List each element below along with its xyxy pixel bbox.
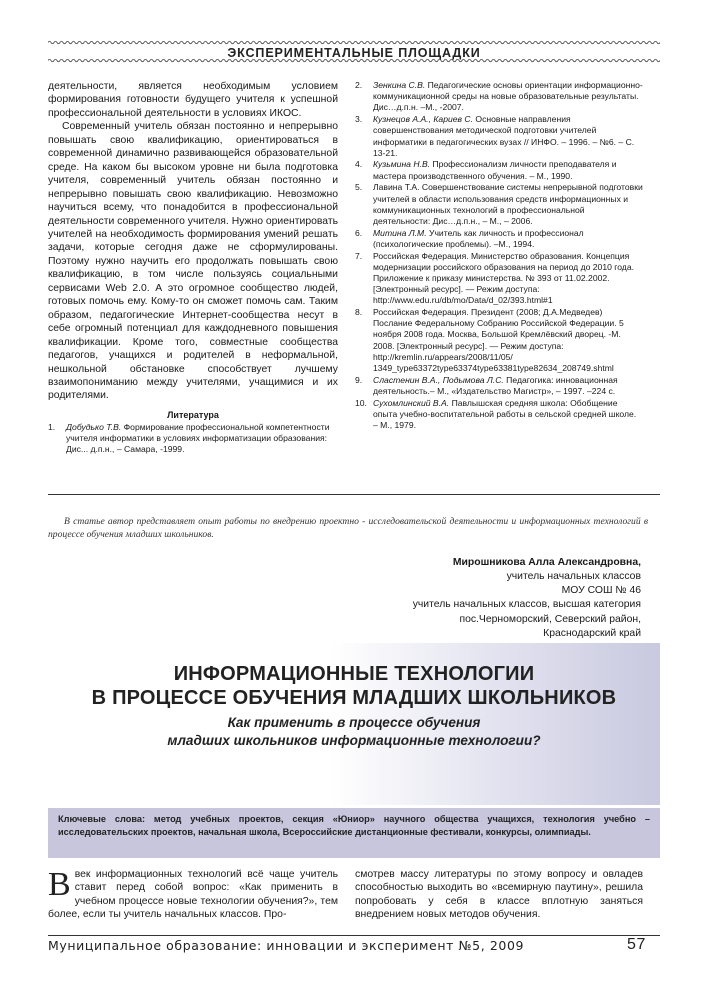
- reference-number: 2.: [355, 80, 363, 90]
- reference-author: Сухомлинский В.А.: [373, 397, 450, 408]
- reference-author: Сластенин В.А., Подымова Л.С.: [373, 374, 504, 385]
- section-header: [48, 40, 660, 64]
- article-title-banner: [48, 643, 660, 805]
- reference-item: [355, 159, 643, 181]
- reference-number: 8.: [355, 307, 363, 318]
- article-body-right: [355, 868, 643, 922]
- paragraph: [48, 868, 338, 922]
- reference-item: [355, 307, 643, 374]
- reference-list-right: [355, 80, 643, 431]
- reference-item: [355, 375, 643, 397]
- section-title: ЭКСПЕРИМЕНТАЛЬНЫЕ ПЛОЩАДКИ: [227, 46, 481, 60]
- reference-number: 1.: [48, 421, 56, 432]
- author-block: [281, 556, 641, 641]
- prev-article-left-column: [48, 80, 338, 456]
- reference-author: Митина Л.М.: [373, 227, 427, 238]
- keywords-text: Ключевые слова: метод учебных проектов, секция «Юниор» научного общества учащихся, технология учебно – исследовательских проектов, начальная школа, Всероссийские дистанционные фестивали, конкурсы, олимпиады.: [58, 814, 650, 837]
- wavy-rule-bottom: [48, 58, 660, 63]
- literature-heading: Литература: [167, 409, 219, 420]
- paragraph: деятельности, является необходимым условием формирования готовности будущего учителя к успешной профессиональной деятельности в условиях ИКОС.: [48, 81, 338, 119]
- wavy-rule-top: [48, 40, 660, 45]
- article-abstract: В статье автор представляет опыт работы по внедрению проектно - исследовательской деятельности и информационных технологий в процессе обучения младших школьников.: [48, 516, 648, 540]
- reference-text: Педагогика: инновационная деятельность.– М., «Издательство Магистр», – 1997. –224 с.: [373, 374, 618, 396]
- reference-number: 3.: [355, 114, 363, 125]
- author-affiliation-line: учитель начальных классов, высшая категория: [412, 599, 641, 611]
- reference-text: Российская Федерация. Министерство образования. Концепция модернизации российского образования на период до 2010 года. Приложение к приказу министерства. № 393 от 11.02.2002. [Электронный ресурс]. — Режим доступа: http://www.edu.ru/db/mo/Data/d_02/393.html#1: [373, 250, 634, 306]
- page-footer: [48, 938, 660, 958]
- prev-article-right-column: [355, 80, 643, 432]
- paragraph-text: век информационных технологий всё чаще учитель ставит перед собой вопрос: «Как применить в учебном процессе новые технологии обучения?», тем более, если ты учитель начальных классов. Про-: [48, 869, 338, 921]
- reference-number: 5.: [355, 182, 363, 193]
- reference-item: [355, 182, 643, 227]
- reference-number: 9.: [355, 374, 363, 385]
- article-title: [48, 662, 660, 710]
- reference-item: [355, 251, 643, 307]
- page-number: 57: [627, 936, 646, 953]
- author-affiliation-line: МОУ СОШ № 46: [561, 585, 641, 597]
- reference-text: Основные направления совершенствования методической подготовки учителей информатики в педагогических вузах // ИНФО. – 1996. – №6. – С. 13-21.: [373, 114, 635, 158]
- drop-cap: В: [48, 866, 71, 903]
- paragraph: Современный учитель обязан постоянно и непрерывно повышать свою квалификацию, ориентироваться в современной динамично развивающейся образовательной среде. На каком бы высоком уровне ни была подготовка учителя, современный учитель обязан постоянно и непрерывно повышать свою квалификацию. Невозможно научиться всему, что понадобится в профессиональной деятельности современного учителя. Нужно ориентировать учителей на необходимость формирования умений решать задачи, которые сегодня даже не сформулированы. Поэтому нужно научить его продолжать повышать свою квалификацию, в том числе пользуясь социальными сервисами Web 2.0. А это огромное сообщество людей, готовых помочь ему. Кому-то он сможет помочь сам. Таким образом, педагогические Интернет-сообщества несут в себе огромный потенциал для каждодневного повышения квалификации. Кроме того, совместные сообщества педагогов, учащихся и родителей в неформальной, нешкольной обстановке способствует лучшему взаимопониманию между учителями, учащимися и их родителями.: [48, 121, 339, 402]
- reference-text: Формирование профессиональной компетентности учителя информатики в условиях информатизации образования: Дис... д.п.н., – Самара, -1999.: [66, 421, 330, 455]
- reference-text: Лавина Т.А. Совершенствование системы непрерывной подготовки учителей в области использования средств информационных и коммуникационных технологий в профессиональной деятельности: Дис…д.п.н., – М., – 2006.: [373, 182, 643, 226]
- article-title-line: ИНФОРМАЦИОННЫЕ ТЕХНОЛОГИИ: [173, 663, 535, 685]
- paragraph: смотрев массу литературы по этому вопросу и овладев способностью выходить во «всемирную паутину», решила попробовать у себя в классе вплотную заняться внедрением новых методов обучения.: [355, 869, 643, 921]
- article-subtitle-line: Как применить в процессе обучения: [227, 715, 481, 730]
- article-title-line: В ПРОЦЕССЕ ОБУЧЕНИЯ МЛАДШИХ ШКОЛЬНИКОВ: [91, 687, 617, 709]
- article-subtitle-line: младших школьников информационные технологии?: [167, 733, 541, 748]
- author-affiliation-line: пос.Черноморский, Северский район,: [459, 613, 641, 625]
- reference-author: Зенкина С.В.: [373, 80, 426, 90]
- reference-author: Кузнецов А.А., Кариев С.: [373, 114, 473, 125]
- journal-name: Муниципальное образование: инновации и эксперимент №5, 2009: [48, 938, 525, 953]
- reference-item: [355, 80, 643, 114]
- reference-list-left: [48, 422, 338, 456]
- reference-item: [355, 398, 643, 432]
- author-affiliation-line: Краснодарский край: [543, 627, 641, 639]
- reference-number: 7.: [355, 250, 363, 261]
- reference-item: [355, 114, 643, 159]
- reference-author: Добудько Т.В.: [66, 421, 122, 432]
- reference-item: [48, 422, 338, 456]
- reference-number: 6.: [355, 227, 363, 238]
- article-body-left: [48, 868, 338, 922]
- reference-text: Павлышская средняя школа: Обобщение опыта учебно-воспитательной работы в сельской средней школе. – М., 1979.: [373, 397, 637, 431]
- reference-number: 4.: [355, 159, 363, 170]
- author-name: Мирошникова Алла Александровна,: [452, 557, 641, 568]
- reference-text: Учитель как личность и профессионал (психологические проблемы). –М., 1994.: [373, 227, 584, 249]
- reference-item: [355, 228, 643, 250]
- reference-text: Педагогические основы ориентации информационно-коммуникационной среды на новые образовательные результаты. Дис…д.п.н. –М., -2007.: [373, 80, 643, 113]
- footer-rule: [48, 935, 660, 936]
- keywords-box: [48, 808, 660, 858]
- reference-author: Кузьмина Н.В.: [373, 159, 431, 170]
- reference-text: Российская Федерация. Президент (2008; Д.А.Медведев) Послание Федеральному Собранию Российской Федерации. 5 ноября 2008 года. Москва, Большой Кремлёвский дворец. -М. 2008. [Электронный ресурс]. — Режим доступа: http://kremlin.ru/appears/2008/11/05/ 1349_type63372type63374type63381type82634_208749.shtml: [373, 307, 624, 374]
- divider-line: [48, 494, 660, 495]
- reference-text: Профессионализм личности преподавателя и мастера производственного обучения. – М., 1990.: [373, 159, 617, 181]
- reference-number: 10.: [355, 397, 367, 408]
- article-subtitle: [48, 714, 660, 750]
- author-affiliation-line: учитель начальных классов: [506, 571, 641, 582]
